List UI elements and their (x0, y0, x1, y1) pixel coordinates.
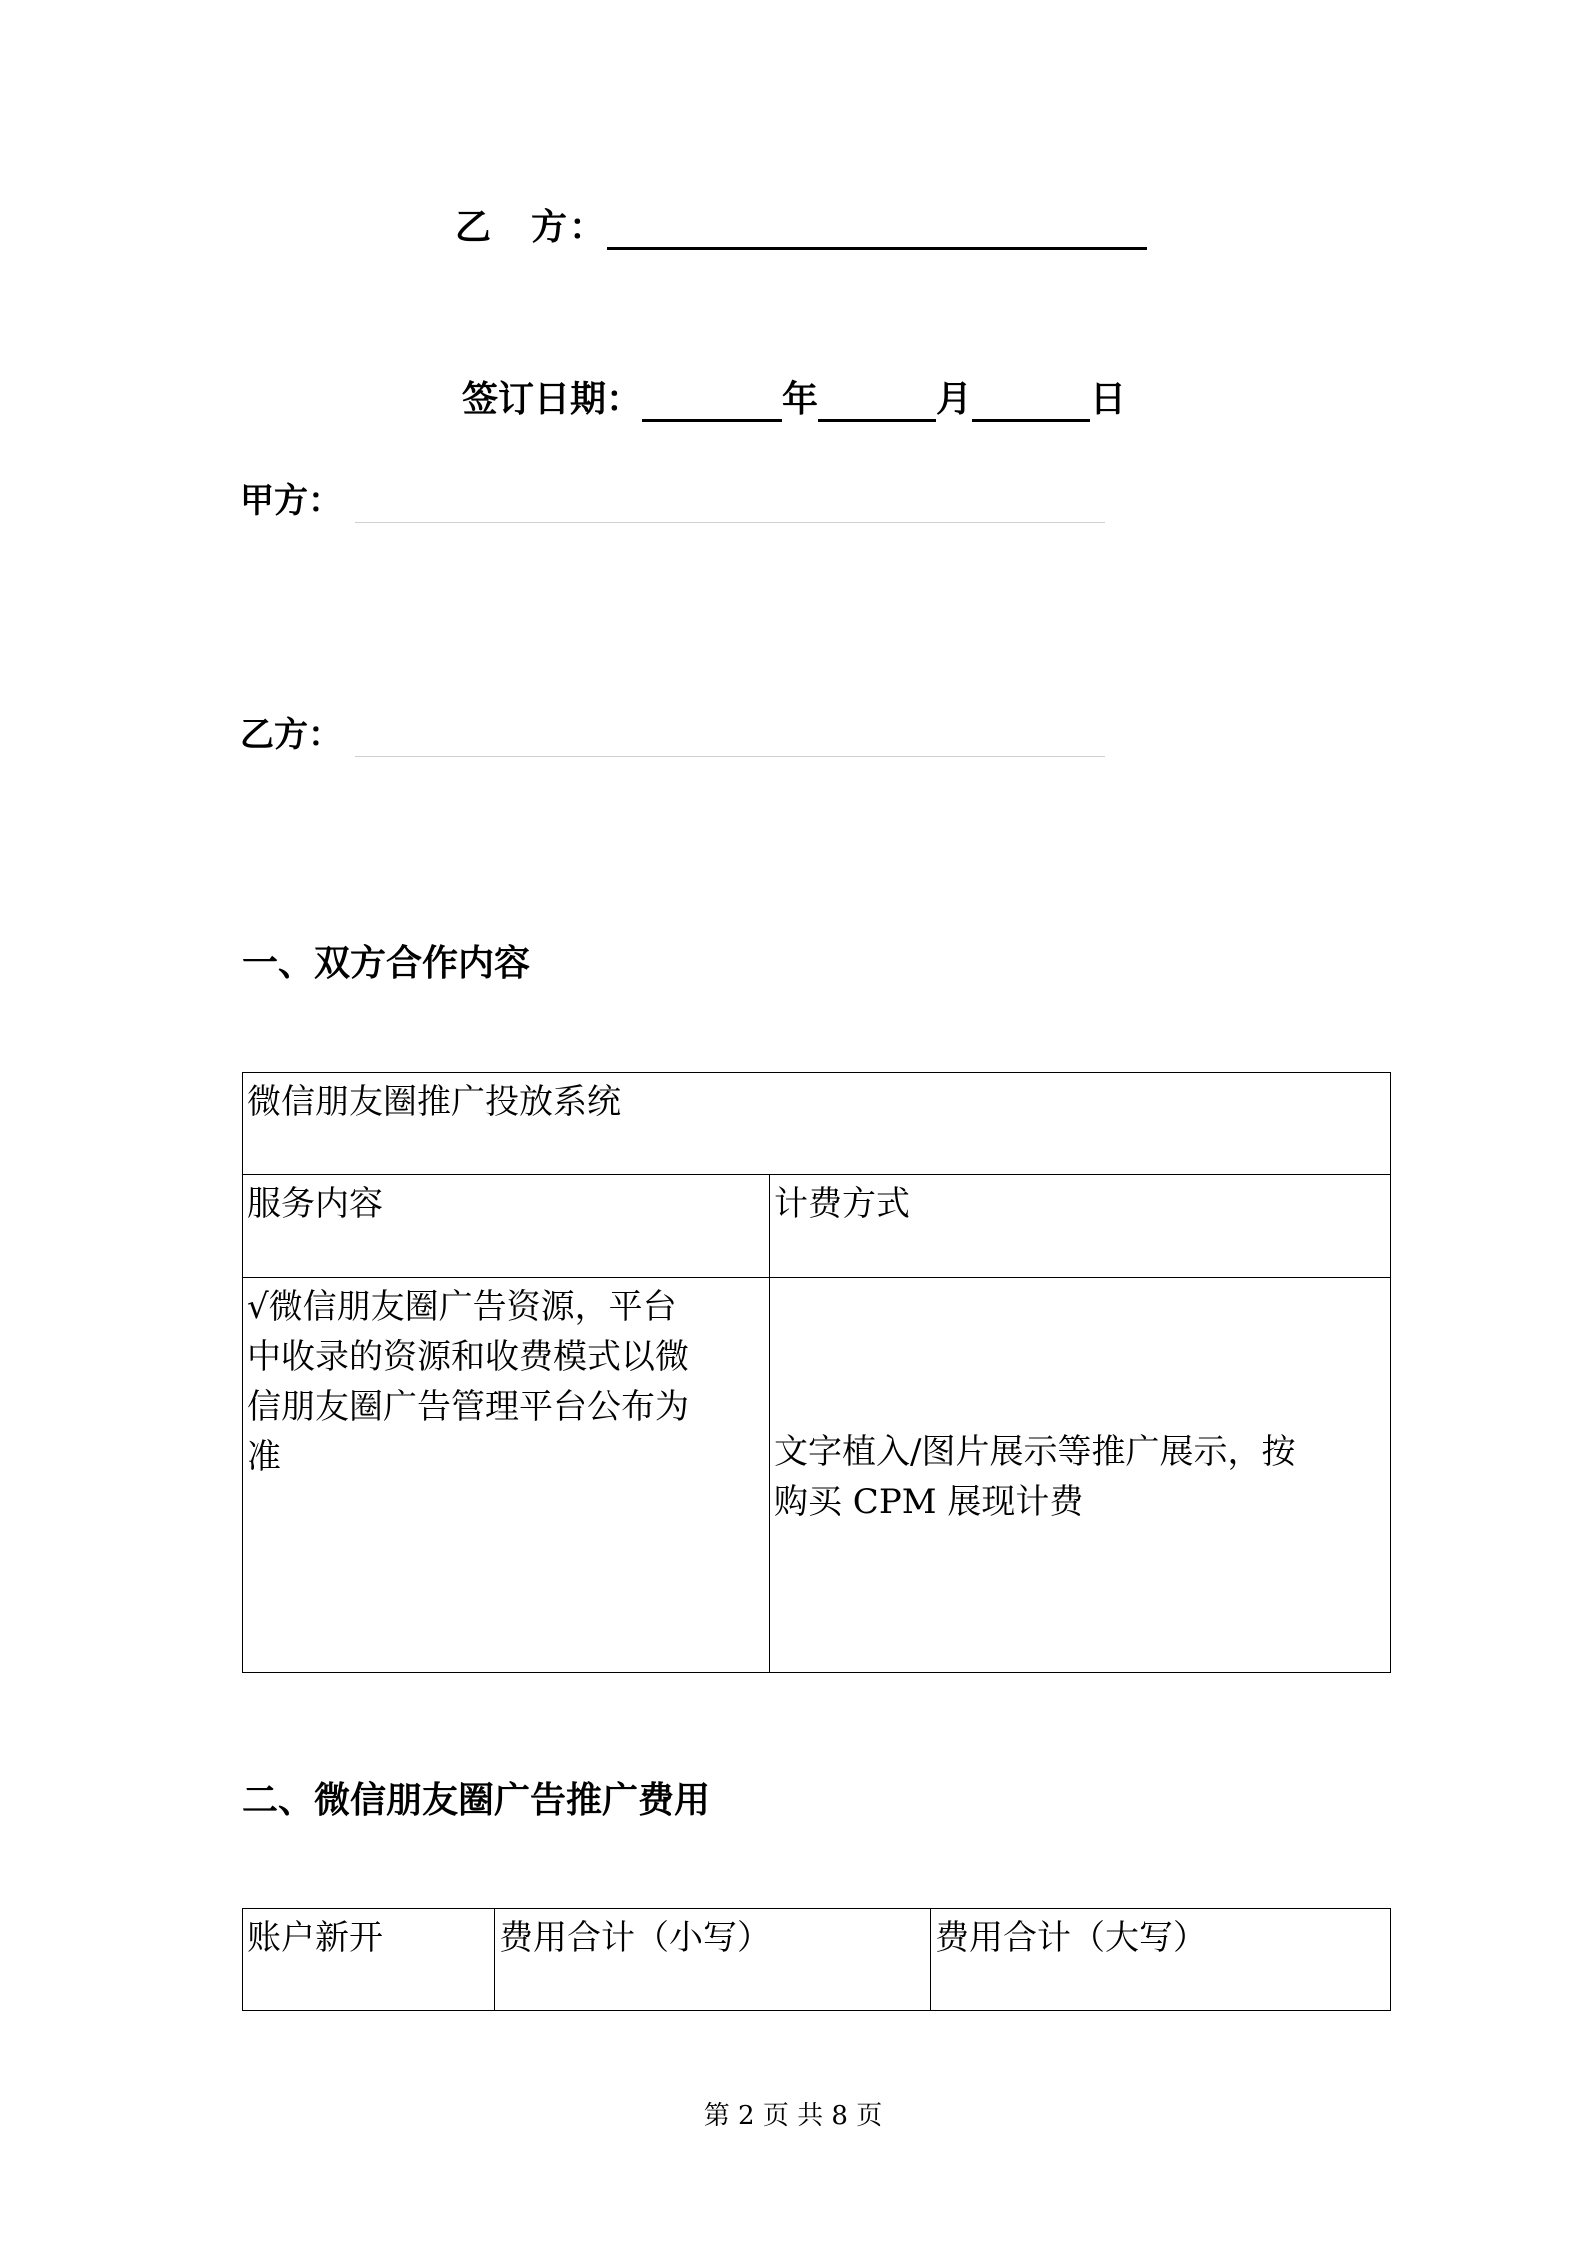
party-b-sign-line[interactable] (355, 756, 1105, 757)
total-upper-cell: 费用合计（大写） (931, 1909, 1391, 2011)
party-a-sign-line[interactable] (355, 522, 1105, 523)
billing-line: 购买 CPM 展现计费 (774, 1482, 1084, 1522)
system-title-cell: 微信朋友圈推广投放系统 (243, 1073, 1391, 1175)
section2-title: 二、微信朋友圈广告推广费用 (242, 1780, 711, 1821)
signing-date-line (462, 372, 1126, 422)
year-label: 年 (782, 379, 819, 420)
party-b-header-line (455, 200, 1147, 250)
party-b-header-label: 乙 方： (455, 207, 608, 248)
year-blank[interactable] (642, 379, 782, 422)
account-new-cell: 账户新开 (243, 1909, 495, 2011)
billing-line: 文字植入/图片展示等推广展示，按 (774, 1432, 1296, 1472)
signing-date-label: 签订日期： (462, 379, 643, 420)
section1-title: 一、双方合作内容 (242, 943, 531, 984)
cooperation-table (242, 1072, 1391, 1673)
day-blank[interactable] (972, 379, 1090, 422)
party-b-sign-label: 乙方： (240, 715, 342, 755)
billing-header-cell: 计费方式 (770, 1175, 1391, 1278)
month-blank[interactable] (818, 379, 936, 422)
service-header-cell: 服务内容 (243, 1175, 770, 1278)
service-line: 准 (247, 1437, 281, 1477)
service-line: 信朋友圈广告管理平台公布为 (247, 1387, 689, 1427)
service-content-cell (243, 1278, 770, 1673)
day-label: 日 (1090, 379, 1127, 420)
fee-table (242, 1908, 1391, 2011)
party-a-sign-label: 甲方： (240, 481, 342, 521)
month-label: 月 (936, 379, 973, 420)
party-b-header-blank[interactable] (607, 207, 1147, 250)
service-line: 中收录的资源和收费模式以微 (247, 1337, 689, 1377)
service-line: √微信朋友圈广告资源，平台 (247, 1287, 677, 1327)
billing-content-cell (770, 1278, 1391, 1673)
total-lower-cell: 费用合计（小写） (495, 1909, 931, 2011)
page-footer: 第 2 页 共 8 页 (703, 2101, 883, 2131)
